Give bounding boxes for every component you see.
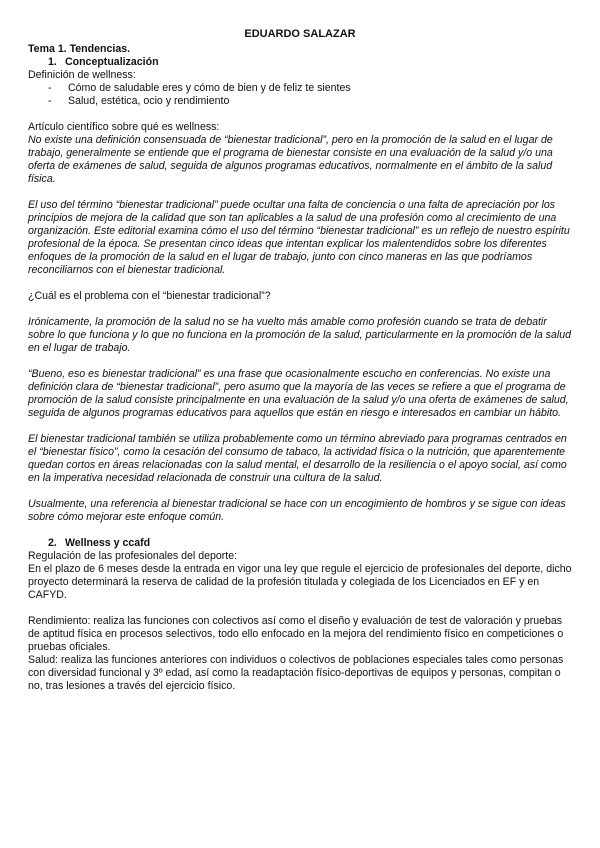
- topic-heading: Tema 1. Tendencias.: [28, 43, 131, 55]
- problem-paragraph: El bienestar tradicional también se utiliza probablemente como un término abreviado para programas centrados en el “bienestar físico”, como la cesación del consumo de tabaco, la actividad física o la nutrición, que aparentemente quedan cortos en áreas relacionadas con la salud mental, el desarrollo de la resiliencia o el apoyo social, así como en la imperativa necesidad relacionada de construir una cultura de la salud.: [28, 433, 567, 484]
- section-2-number: 2.: [48, 537, 57, 549]
- list-item: - Salud, estética, ocio y rendimiento: [48, 95, 572, 108]
- problem-paragraph: Usualmente, una referencia al bienestar tradicional se hace con un encogimiento de hombros y se sigue con ideas sobre cómo mejorar este enfoque común.: [28, 498, 566, 523]
- regulation-label: Regulación de las profesionales del deporte:: [28, 550, 238, 562]
- rendimiento-text: Rendimiento: realiza las funciones con colectivos así como el diseño y evaluación de test de valoración y pruebas de aptitud física en procesos selectivos, todo ello enfocado en la mejora del rendimiento físico en competiciones o pruebas oficiales.: [28, 615, 564, 653]
- problem-question: ¿Cuál es el problema con el “bienestar tradicional”?: [28, 290, 271, 302]
- article-paragraph: No existe una definición consensuada de “bienestar tradicional”, pero en la promoción de la salud en el lugar de trabajo, generalmente se entiende que el programa de bienestar consiste en una evaluación de la salud y/o una oferta de exámenes de salud, seguida de algunos programas educativos, normalmente en el ámbito de la salud física.: [28, 134, 553, 185]
- list-item: - Cómo de saludable eres y cómo de bien y de feliz te sientes: [48, 82, 572, 95]
- section-1-title: Conceptualización: [64, 56, 159, 68]
- author-title: EDUARDO SALAZAR: [244, 28, 356, 40]
- definition-list: [28, 82, 572, 108]
- section-1-number: 1.: [48, 56, 57, 68]
- problem-paragraph: “Bueno, eso es bienestar tradicional” es una frase que ocasionalmente escucho en conferencias. No existe una definición clara de “bienestar tradicional”, pero asumo que la mayoría de las veces se refiere a que el programa de promoción de la salud consiste principalmente en una evaluación de la salud y/o una oferta de exámenes de salud, seguida de algunos programas educativos para aquellos que están en riesgo e interesados en cambiar un hábito.: [28, 368, 569, 419]
- article-intro: Artículo científico sobre qué es wellness:: [28, 121, 220, 133]
- section-2-heading: [48, 537, 572, 550]
- section-1-heading: [48, 56, 572, 69]
- article-paragraph: El uso del término “bienestar tradicional” puede ocultar una falta de conciencia o una falta de apreciación por los principios de mejora de la calidad que son tan aplicables a la salud de una profesión como al crecimiento de una organización. Este editorial examina cómo el uso del término “bienestar tradicional” es un reflejo de nuestro espíritu profesional de la época. Se presentan cinco ideas que intentan explicar los malentendidos sobre los diferentes enfoques de la promoción de la salud en el lugar de trabajo, junto con cinco maneras en las que podríamos reconciliarnos con el bienestar tradicional.: [28, 199, 570, 276]
- section-2-title: Wellness y ccafd: [64, 537, 151, 549]
- salud-text: Salud: realiza las funciones anteriores con individuos o colectivos de poblaciones especiales tales como personas con diversidad funcional y 3º edad, así como la readaptación físico-deportivas de equipos y personas, compitan o no, tras lesiones a través del ejercicio físico.: [28, 654, 564, 692]
- problem-paragraph: Irónicamente, la promoción de la salud no se ha vuelto más amable como profesión cuando se trata de debatir sobre lo que funciona y lo que no funciona en la promoción de la salud, particularmente en la promoción de la salud en el lugar de trabajo.: [28, 316, 571, 354]
- regulation-text: En el plazo de 6 meses desde la entrada en vigor una ley que regule el ejercicio de profesionales del deporte, dicho proyecto determinará la reserva de calidad de la profesión titulada y colegiada de los Licenciados en EF y en CAFYD.: [28, 563, 572, 601]
- definition-label: Definición de wellness:: [28, 69, 136, 81]
